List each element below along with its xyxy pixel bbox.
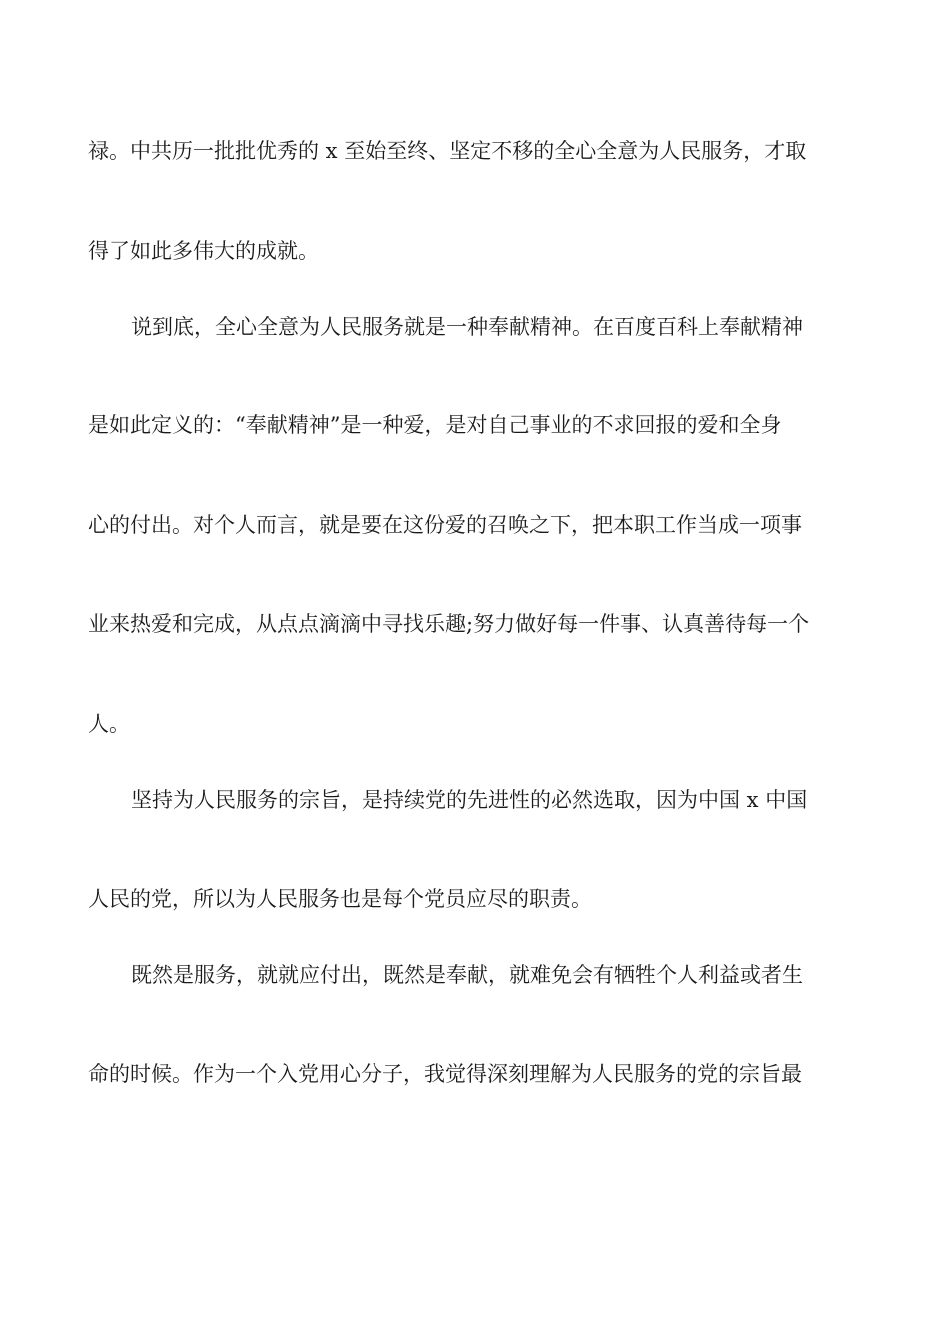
paragraph-line: 坚持为人民服务的宗旨，是持续党的先进性的必然选取，因为中国 x 中国 <box>131 788 808 812</box>
paragraph-line: 心的付出。对个人而言，就是要在这份爱的召唤之下，把本职工作当成一项事 <box>88 513 802 537</box>
paragraph-line: 人。 <box>88 712 130 736</box>
paragraph-line: 业来热爱和完成，从点点滴滴中寻找乐趣;努力做好每一件事、认真善待每一个 <box>88 612 810 636</box>
paragraph-line: 禄。中共历一批批优秀的 x 至始至终、坚定不移的全心全意为人民服务，才取 <box>88 139 807 163</box>
paragraph-line: 是如此定义的：“奉献精神”是一种爱，是对自己事业的不求回报的爱和全身 <box>88 413 782 437</box>
paragraph-line: 命的时候。作为一个入党用心分子，我觉得深刻理解为人民服务的党的宗旨最 <box>88 1062 802 1086</box>
paragraph-line: 说到底，全心全意为人民服务就是一种奉献精神。在百度百科上奉献精神 <box>131 315 803 339</box>
paragraph-line: 得了如此多伟大的成就。 <box>88 239 319 263</box>
paragraph-line: 既然是服务，就就应付出，既然是奉献，就难免会有牺牲个人利益或者生 <box>131 963 803 987</box>
paragraph-line: 人民的党，所以为人民服务也是每个党员应尽的职责。 <box>88 887 592 911</box>
